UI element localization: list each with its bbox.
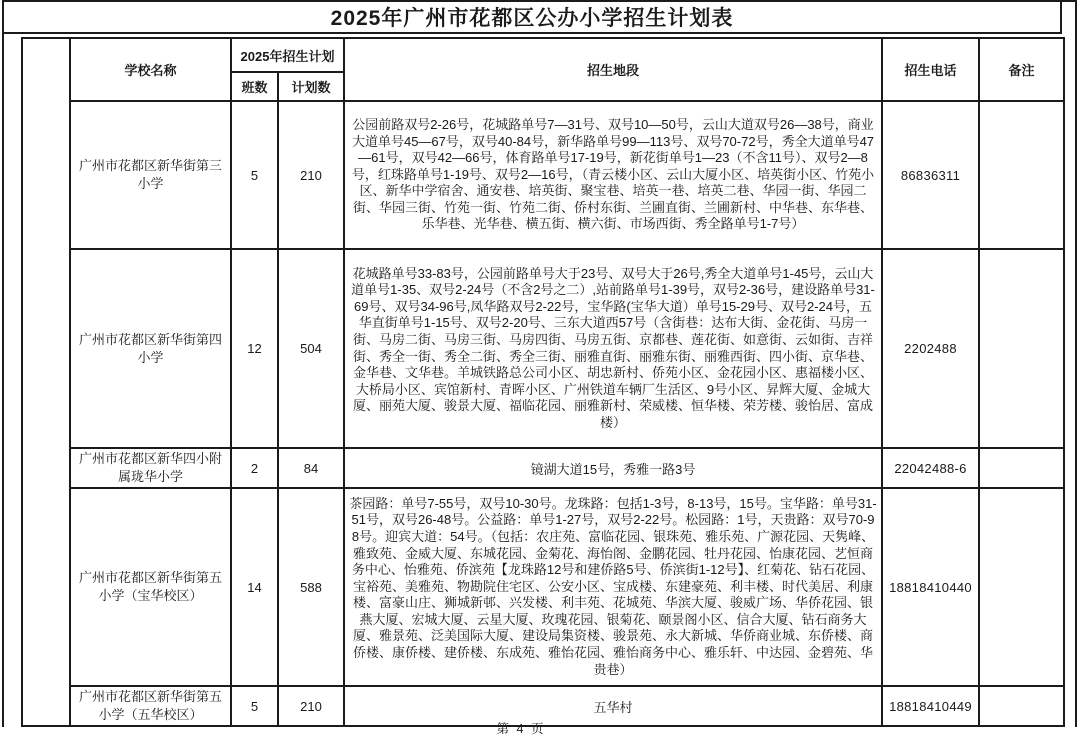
header-area: 招生地段 [344, 38, 882, 101]
table-row [22, 101, 1064, 249]
school-name-cell: 广州市花都区新华四小附属珑华小学 [70, 448, 231, 488]
table-row [22, 448, 1064, 488]
remark-cell [979, 249, 1064, 448]
school-name-cell: 广州市花都区新华街第五小学（宝华校区） [70, 488, 231, 686]
area-cell: 镜湖大道15号，秀雅一路3号 [344, 448, 882, 488]
classes-cell: 2 [231, 448, 278, 488]
remark-cell [979, 488, 1064, 686]
planned-cell: 588 [278, 488, 344, 686]
planned-cell: 210 [278, 101, 344, 249]
classes-cell: 5 [231, 686, 278, 726]
classes-cell: 5 [231, 101, 278, 249]
table-row [22, 249, 1064, 448]
header-remark: 备注 [979, 38, 1064, 101]
phone-cell: 22042488-6 [882, 448, 979, 488]
school-name-cell: 广州市花都区新华街第四小学 [70, 249, 231, 448]
planned-cell: 210 [278, 686, 344, 726]
header-plan-group: 2025年招生计划 [231, 38, 344, 72]
area-cell: 花城路单号33-83号，公园前路单号大于23号、双号大于26号,秀全大道单号1-45号，云山大道单号1-35、双号2-24号（不含2号之二）,站前路单号1-39号，双号2-36号，建设路单号31-69号、双号34-96号,凤华路双号2-22号，宝华路(宝华大道）单号15-29号、双号2-24号，五华直街单号1-15号、双号2-20号、三东大道西57号（含街巷：达布大街、金花街、马房一街、马房二街、马房三街、马房四街、马房五街、京都巷、莲花街、如意街、云如街、吉祥街、秀全一街、秀全二街、秀全三街、丽雅直街、丽雅东街、丽雅西街、四小街、京华巷、金华巷、文华巷。羊城铁路总公司小区、胡忠新村、侨苑小区、金花园小区、惠福楼小区、大桥局小区、宾馆新村、青晖小区、广州铁道车辆厂生活区、9号小区、昇辉大厦、金城大厦、丽苑大厦、骏景大厦、福临花园、丽雅新村、荣威楼、恒华楼、荣芳楼、骏怡居、富成楼） [344, 249, 882, 448]
planned-cell: 84 [278, 448, 344, 488]
header-classes: 班数 [231, 72, 278, 101]
header-row-top [22, 38, 1064, 72]
classes-cell: 12 [231, 249, 278, 448]
district-column-empty [22, 38, 70, 726]
phone-cell: 18818410449 [882, 686, 979, 726]
remark-cell [979, 101, 1064, 249]
page-title: 2025年广州市花都区公办小学招生计划表 [2, 0, 1062, 34]
planned-cell: 504 [278, 249, 344, 448]
school-name-cell: 广州市花都区新华街第五小学（五华校区） [70, 686, 231, 726]
area-cell: 公园前路双号2-26号，花城路单号7—31号、双号10—50号，云山大道双号26—38号，商业大道单号45—67号，双号40-84号，新华路单号99—113号、双号70-72号，秀全大道单号47—61号，双号42—66号，体育路单号17-19号，新花街单号1—23（不含11号）、双号2—8号，红珠路单号1-19号、双号2—16号，（青云楼小区、云山大厦小区、培英街小区、竹苑小区、新华中学宿舍、通安巷、培英街、聚宝巷、培英一巷、培英二巷、华园一街、华园二街、华园三街、竹苑一街、竹苑二街、侨村东街、兰圃直街、兰圃新村、中华巷、东华巷、乐华巷、光华巷、横五街、横六街、市场西街、秀全路单号1-7号） [344, 101, 882, 249]
table-row [22, 488, 1064, 686]
classes-cell: 14 [231, 488, 278, 686]
phone-cell: 86836311 [882, 101, 979, 249]
phone-cell: 18818410440 [882, 488, 979, 686]
area-cell: 五华村 [344, 686, 882, 726]
remark-cell [979, 448, 1064, 488]
page-number: 第 4 页 [496, 722, 546, 736]
phone-cell: 2202488 [882, 249, 979, 448]
school-name-cell: 广州市花都区新华街第三小学 [70, 101, 231, 249]
header-school-name: 学校名称 [70, 38, 231, 101]
header-planned: 计划数 [278, 72, 344, 101]
area-cell: 茶园路：单号7-55号，双号10-30号。龙珠路：包括1-3号，8-13号，15号。宝华路：单号31-51号，双号26-48号。公益路：单号1-27号，双号2-22号。松园路：1号，天贵路：双号70-98号。迎宾大道：54号。（包括：农庄苑、富临花园、银珠苑、雅乐苑、广源花园、天隽峰、雅致苑、金威大厦、东城花园、金菊花、海怡阁、金鹏花园、牡丹花园、怡康花园、艺恒商务中心、怡雅苑、侨滨苑【龙珠路12号和建侨路5号、侨滨街1-12号】、红菊花、钻石花园、宝裕苑、美雅苑、物勘院住宅区、公安小区、宝成楼、东建豪苑、利丰楼、时代美居、利康楼、富豪山庄、狮城新邨、兴发楼、利丰苑、花城苑、华滨大厦、骏威广场、华侨花园、银燕大厦、宏城大厦、云星大厦、玫瑰花园、银菊花、颐景阁小区、信合大厦、钻石商务大厦、雅景苑、泛美国际大厦、建设局集资楼、骏景苑、永大新城、华侨商业城、东侨楼、商侨楼、康侨楼、建侨楼、东成苑、雅怡花园、雅怡商务中心、雅乐轩、中达园、金碧苑、华贵巷） [344, 488, 882, 686]
header-phone: 招生电话 [882, 38, 979, 101]
enrollment-plan-table [21, 37, 1065, 727]
